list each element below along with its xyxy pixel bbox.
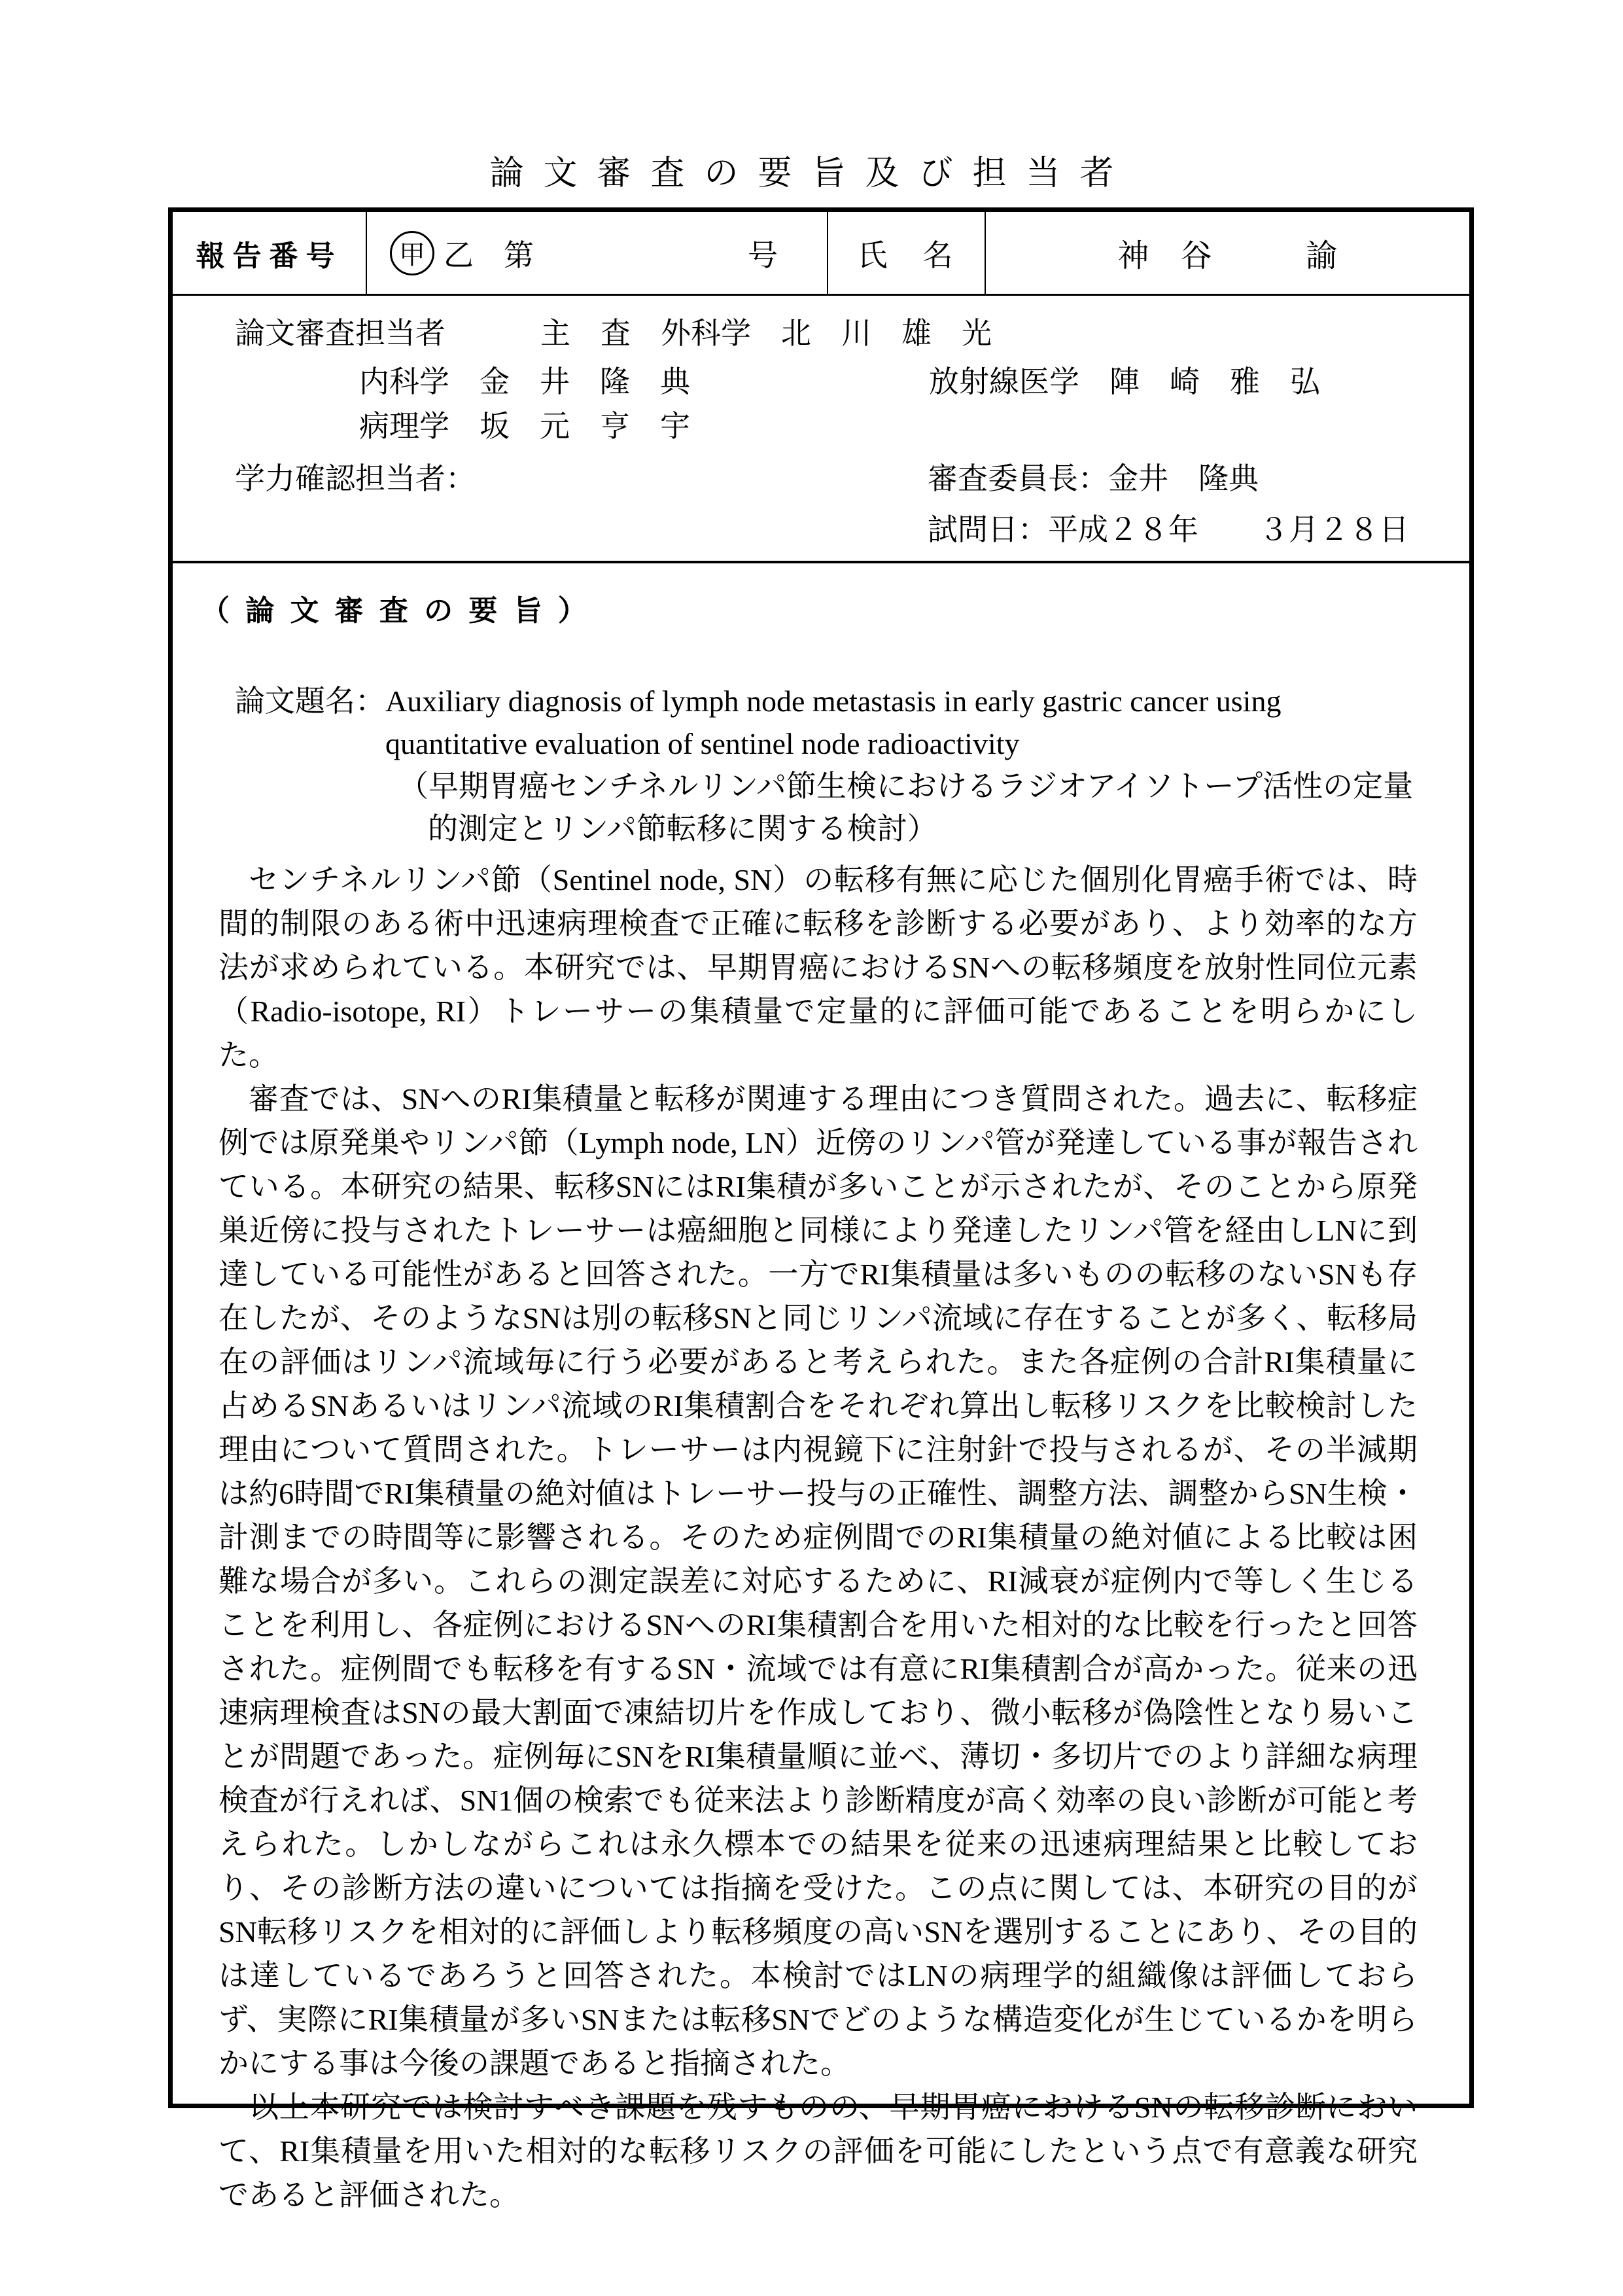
review-summary-text — [218, 858, 1418, 2217]
exam-date: 試問日：平成２８年 ３月２８日 — [928, 513, 1409, 546]
thesis-title-line1 — [235, 680, 1430, 722]
name-label — [828, 212, 986, 294]
committee-block — [173, 296, 1469, 561]
name-label-text: 氏 名 — [857, 238, 956, 272]
reviewers-label: 論文審査担当者 — [235, 317, 445, 350]
page-title: 論文審査の要旨及び担当者 — [489, 155, 1134, 192]
name-value — [986, 212, 1469, 294]
thesis-title-line2: quantitative evaluation of sentinel node radioactivity — [385, 727, 1020, 760]
report-number-label — [173, 212, 367, 294]
report-number-suffix: 号 — [748, 238, 778, 272]
report-number-value — [367, 212, 828, 294]
main-table — [168, 207, 1474, 2212]
reviewer-internal-medicine: 内科学 金 井 隆 典 — [359, 365, 690, 398]
thesis-title-label: 論文題名： — [235, 684, 385, 718]
report-number-row — [173, 212, 1469, 296]
thesis-title-line4: 的測定とリンパ節転移に関する検討） — [428, 812, 937, 845]
thesis-title-line3: （早期胃癌センチネルリンパ節生検におけるラジオアイソトープ活性の定量 — [398, 769, 1414, 803]
chief-reviewer: 主 査 外科学 北 川 雄 光 — [540, 317, 992, 350]
academic-check-label: 学力確認担当者： — [235, 462, 476, 495]
koh-circle-mark: 甲 — [390, 231, 434, 275]
summary-heading: （ 論 文 審 査 の 要 旨 ） — [201, 595, 591, 627]
thesis-title-en-1: Auxiliary diagnosis of lymph node metastasis in early gastric cancer using — [385, 684, 1282, 718]
report-number-prefix: 乙 第 — [444, 238, 534, 272]
committee-chair: 審査委員長：金井 隆典 — [928, 462, 1259, 495]
summary-paragraph-2: 審査では、SNへのRI集積量と転移が関連する理由につき質問された。過去に、転移症例では原発巣やリンパ節（Lymph node, LN）近傍のリンパ管が発達している事が報告されている。本研究の結果、転移SNにはRI集積が多いことが示されたが、そのことから原発巣近傍に投与されたトレーサーは癌細胞と同様により発達したリンパ管を経由しLNに到達している可能性があると回答された。一方でRI集積量は多いものの転移のないSNも存在したが、そのようなSNは別の転移SNと同じリンパ流域に存在することが多く、転移局在の評価はリンパ流域毎に行う必要があると考えられた。また各症例の合計RI集積量に占めるSNあるいはリンパ流域のRI集積割合をそれぞれ算出し転移リスクを比較検討した理由について質問された。トレーサーは内視鏡下に注射針で投与されるが、その半減期は約6時間でRI集積量の絶対値はトレーサー投与の正確性、調整方法、調整からSN生検・計測までの時間等に影響される。そのため症例間でのRI集積量の絶対値による比較は困難な場合が多い。これらの測定誤差に対応するために、RI減衰が症例内で等しく生じることを利用し、各症例におけるSNへのRI集積割合を用いた相対的な比較を行ったと回答された。症例間でも転移を有するSN・流域では有意にRI集積割合が高かった。従来の迅速病理検査はSNの最大割面で凍結切片を作成しており、微小転移が偽陰性となり易いことが問題であった。症例毎にSNをRI集積量順に並べ、薄切・多切片でのより詳細な病理検査が行えれば、SN1個の検索でも従来法より診断精度が高く効率の良い診断が可能と考えられた。しかしながらこれは永久標本での結果を従来の迅速病理結果と比較しており、その診断方法の違いについては指摘を受けた。この点に関しては、本研究の目的がSN転移リスクを相対的に評価しより転移頻度の高いSNを選別することにあり、その目的は達しているであろうと回答された。本検討ではLNの病理学的組織像は評価しておらず、実際にRI集積量が多いSNまたは転移SNでどのような構造変化が生じているかを明らかにする事は今後の課題であると指摘された。 — [218, 1082, 1418, 2080]
reviewer-radiology: 放射線医学 陣 崎 雅 弘 — [929, 365, 1320, 398]
summary-section — [173, 561, 1469, 2212]
reviewer-pathology: 病理学 坂 元 亨 宇 — [359, 410, 690, 443]
summary-paragraph-1: センチネルリンパ節（Sentinel node, SN）の転移有無に応じた個別化胃癌手術では、時間的制限のある術中迅速病理検査で正確に転移を診断する必要があり、より効率的な方法が求められている。本研究では、早期胃癌におけるSNへの転移頻度を放射性同位元素（Radio-isotope, RI）トレーサーの集積量で定量的に評価可能であることを明らかにした。 — [218, 863, 1418, 1072]
summary-paragraph-3: 以上本研究では検討すべき課題を残すものの、早期胃癌におけるSNの転移診断において、RI集積量を用いた相対的な転移リスクの評価を可能にしたという点で有意義な研究であると評価された。 — [218, 2091, 1418, 2212]
report-number-label-text: 報告番号 — [196, 239, 343, 272]
thesis-title-block — [235, 680, 1430, 850]
name-value-text: 神 谷 諭 — [1117, 239, 1338, 274]
